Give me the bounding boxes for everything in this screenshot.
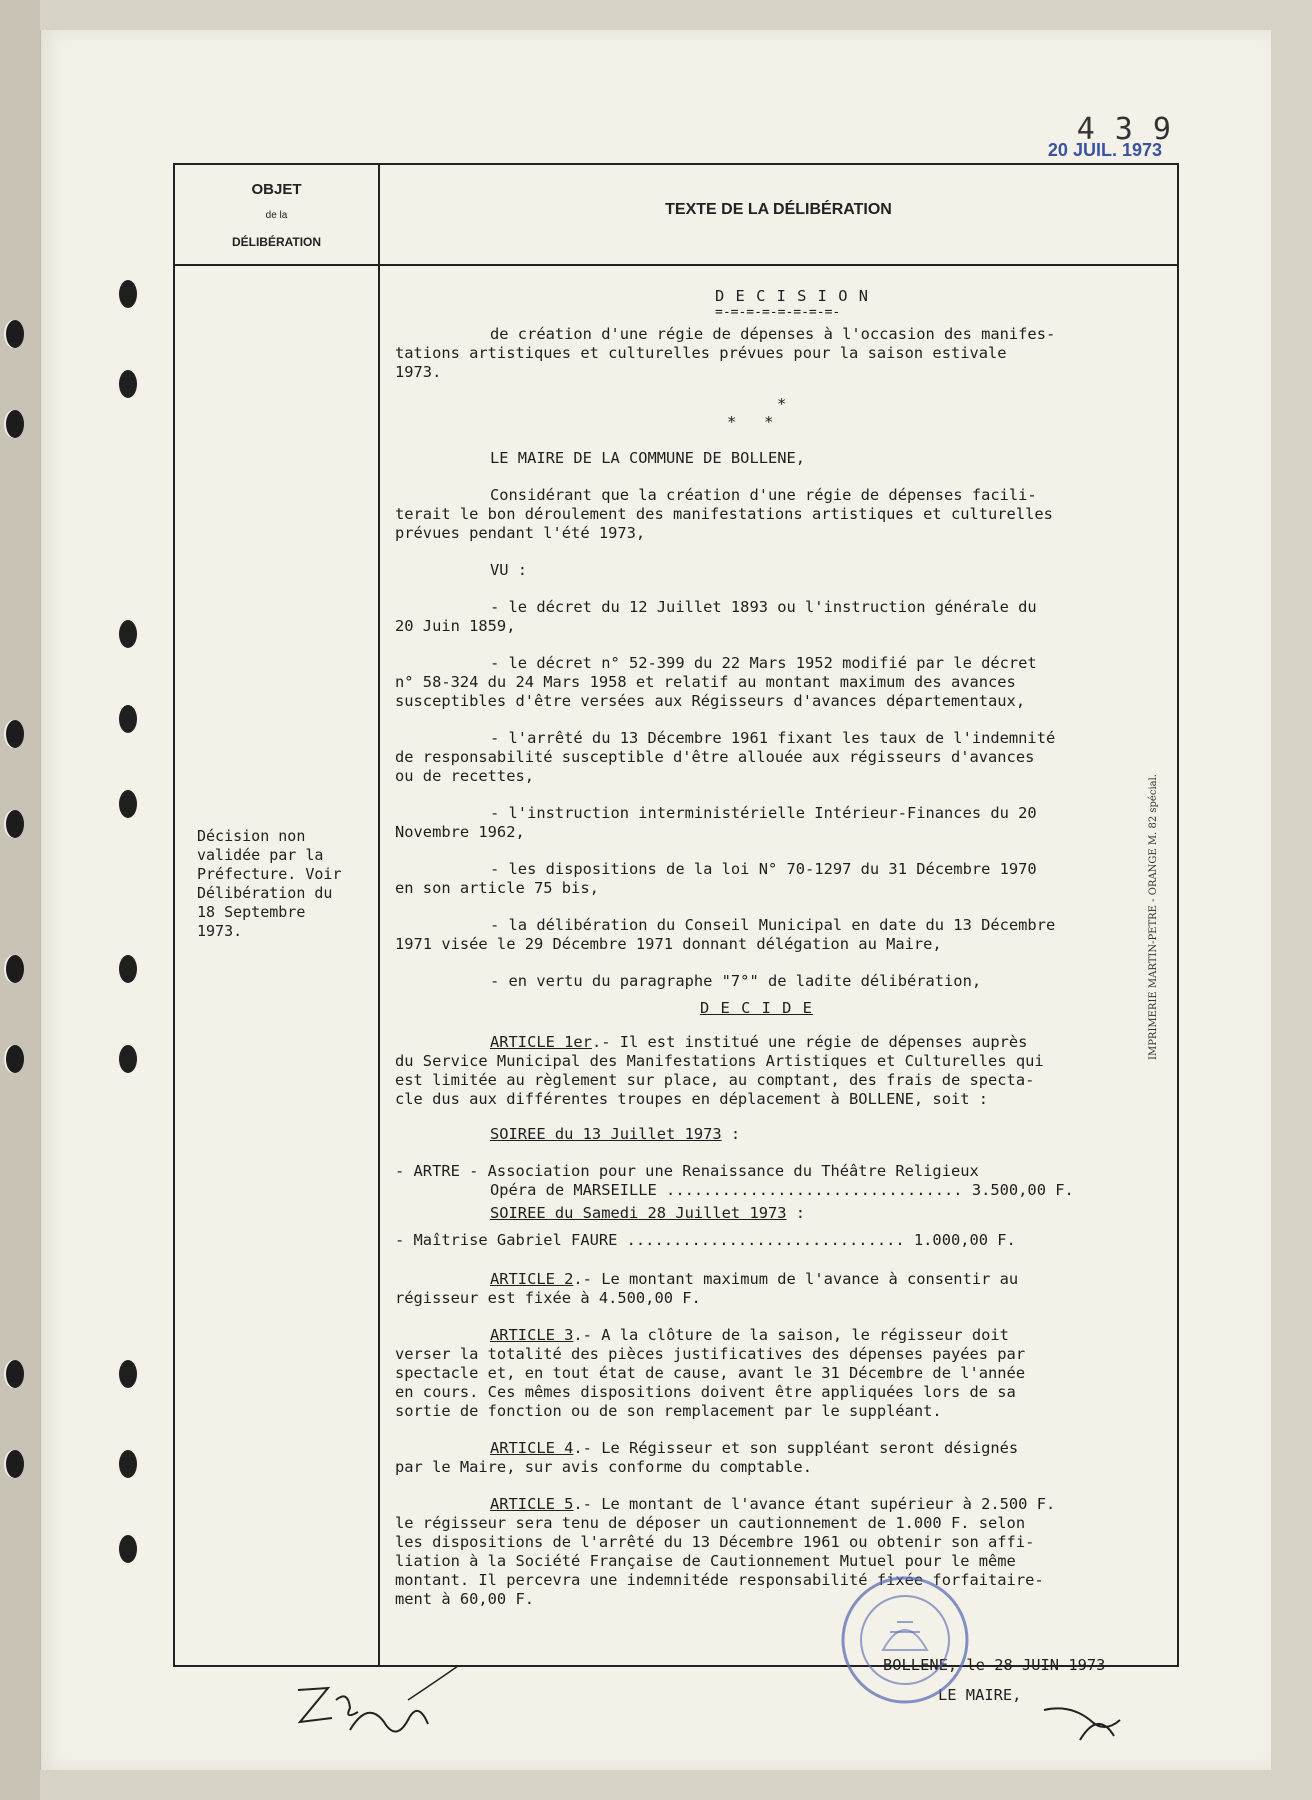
article5-first-line: [490, 1495, 1055, 1514]
vu-item-line: - le décret du 12 Juillet 1893 ou l'instruction générale du: [490, 598, 1037, 616]
punch-hole: [119, 280, 137, 308]
objet-column-header: [175, 165, 378, 264]
vu-item-line: de responsabilité susceptible d'être allouée aux régisseurs d'avances: [395, 748, 1035, 766]
place-and-date: BOLLENE, le 28 JUIN 1973: [883, 1656, 1106, 1674]
intro-line: tations artistiques et culturelles prévues pour la saison estivale: [395, 344, 1007, 362]
article5-line: montant. Il percevra une indemnitéde responsabilité fixée forfaitaire-: [395, 1571, 1044, 1589]
vu-item-line: - l'arrêté du 13 Décembre 1961 fixant les taux de l'indemnité: [490, 729, 1056, 747]
soiree1-label: SOIREE du 13 Juillet 1973: [490, 1125, 722, 1143]
punch-hole: [119, 955, 137, 983]
soiree1-line: - ARTRE - Association pour une Renaissance du Théâtre Religieux: [395, 1162, 979, 1180]
article3-line: en cours. Ces mêmes dispositions doivent être appliquées lors de sa: [395, 1383, 1016, 1401]
left-page-hole: [6, 410, 24, 438]
column-divider: [378, 165, 380, 1665]
vu-item-line: en son article 75 bis,: [395, 879, 599, 897]
asterism-top: *: [777, 395, 787, 413]
decide-heading: D E C I D E: [700, 999, 813, 1017]
vu-item-line: - les dispositions de la loi N° 70-1297 du 31 Décembre 1970: [490, 860, 1037, 878]
vu-item-line: Novembre 1962,: [395, 823, 525, 841]
considerant-line: prévues pendant l'été 1973,: [395, 524, 646, 542]
left-page-hole: [6, 320, 24, 348]
de-la-label: de la: [265, 210, 288, 221]
considerant-line: Considérant que la création d'une régie de dépenses facili-: [490, 486, 1037, 504]
page-number: 4 3 9: [1076, 112, 1172, 147]
vu-item-line: - la délibération du Conseil Municipal en date du 13 Décembre: [490, 916, 1056, 934]
binder-edge: [0, 0, 40, 1800]
vu-item-line: 20 Juin 1859,: [395, 617, 516, 635]
article1-label: ARTICLE 1er: [490, 1033, 592, 1051]
vu-item-line: - en vertu du paragraphe "7°" de ladite délibération,: [490, 972, 982, 990]
margin-note: Décision non validée par la Préfecture. Voir Délibération du 18 Septembre 1973.: [197, 827, 342, 940]
article5-line: ment à 60,00 F.: [395, 1590, 534, 1608]
article3-first-line: [490, 1326, 1009, 1345]
article5-text: .- Le montant de l'avance étant supérieur à 2.500 F.: [573, 1495, 1056, 1513]
article4-text: .- Le Régisseur et son suppléant seront désignés: [573, 1439, 1019, 1457]
vu-item-line: ou de recettes,: [395, 767, 534, 785]
received-date-stamp: 20 JUIL. 1973: [1047, 140, 1162, 160]
soiree2-colon: :: [786, 1204, 806, 1222]
soiree1-heading: [490, 1125, 740, 1144]
punch-hole: [119, 620, 137, 648]
punch-hole: [119, 1535, 137, 1563]
printer-mark: IMPRIMERIE MARTIN-PETRE - ORANGE M. 82 spécial.: [1148, 774, 1159, 1060]
article4-line: par le Maire, sur avis conforme du comptable.: [395, 1458, 812, 1476]
article5-line: le régisseur sera tenu de déposer un cautionnement de 1.000 F. selon: [395, 1514, 1026, 1532]
article4-first-line: [490, 1439, 1018, 1458]
punch-hole: [119, 370, 137, 398]
deliberation-frame: [173, 163, 1179, 1667]
soiree1-colon: :: [721, 1125, 741, 1143]
article1-line: du Service Municipal des Manifestations Artistiques et Culturelles qui: [395, 1052, 1044, 1070]
article2-label: ARTICLE 2: [490, 1270, 574, 1288]
mayor-line: LE MAIRE DE LA COMMUNE DE BOLLENE,: [490, 449, 806, 467]
left-page-hole: [6, 1450, 24, 1478]
article2-first-line: [490, 1270, 1018, 1289]
soiree2-heading: [490, 1204, 805, 1223]
article3-label: ARTICLE 3: [490, 1326, 574, 1344]
asterism-bottom: * *: [727, 413, 774, 431]
objet-label: OBJET: [251, 181, 302, 198]
article4-label: ARTICLE 4: [490, 1439, 574, 1457]
article1-first-line: [490, 1033, 1027, 1052]
left-page-hole: [6, 955, 24, 983]
article1-line: cle dus aux différentes troupes en déplacement à BOLLENE, soit :: [395, 1090, 989, 1108]
left-page-hole: [6, 1045, 24, 1073]
intro-line: 1973.: [395, 363, 442, 381]
decision-title: D E C I S I O N: [715, 287, 869, 305]
article3-text: .- A la clôture de la saison, le régisseur doit: [573, 1326, 1009, 1344]
header-divider: [175, 264, 1177, 266]
article5-line: liation à la Société Française de Cautionnement Mutuel pour le même: [395, 1552, 1016, 1570]
vu-item-line: - l'instruction interministérielle Intérieur-Finances du 20: [490, 804, 1037, 822]
article1-line: est limitée au règlement sur place, au comptant, des frais de specta-: [395, 1071, 1035, 1089]
handwritten-initials: [288, 1660, 488, 1780]
article2-text: .- Le montant maximum de l'avance à consentir au: [573, 1270, 1019, 1288]
article3-line: verser la totalité des pièces justificatives des dépenses payées par: [395, 1345, 1026, 1363]
soiree2-line: - Maîtrise Gabriel FAURE .............................. 1.000,00 F.: [395, 1231, 1016, 1249]
vu-item-line: n° 58-324 du 24 Mars 1958 et relatif au montant maximum des avances: [395, 673, 1016, 691]
punch-hole: [119, 705, 137, 733]
decision-title-rule: =-=-=-=-=-=-=-=-: [715, 305, 841, 320]
punch-hole: [119, 790, 137, 818]
punch-hole: [119, 1450, 137, 1478]
municipal-seal: [835, 1570, 975, 1710]
soiree1-line: Opéra de MARSEILLE ................................ 3.500,00 F.: [490, 1181, 1074, 1199]
left-page-hole: [6, 1360, 24, 1388]
vu-heading: VU :: [490, 561, 528, 579]
article2-line: régisseur est fixée à 4.500,00 F.: [395, 1289, 701, 1307]
article5-label: ARTICLE 5: [490, 1495, 574, 1513]
article3-line: sortie de fonction ou de son remplacement par le suppléant.: [395, 1402, 942, 1420]
mayor-signature: [1040, 1690, 1130, 1750]
considerant-line: terait le bon déroulement des manifestations artistiques et culturelles: [395, 505, 1053, 523]
vu-item-line: 1971 visée le 29 Décembre 1971 donnant délégation au Maire,: [395, 935, 942, 953]
left-page-hole: [6, 720, 24, 748]
article5-line: les dispositions de l'arrêté du 13 Décembre 1961 ou obtenir son affi-: [395, 1533, 1035, 1551]
vu-item-line: susceptibles d'être versées aux Régisseurs d'avances départementaux,: [395, 692, 1026, 710]
left-page-hole: [6, 810, 24, 838]
deliberation-label: DÉLIBÉRATION: [231, 235, 322, 249]
signatory-title: LE MAIRE,: [938, 1686, 1022, 1704]
article3-line: spectacle et, en tout état de cause, avant le 31 Décembre de l'année: [395, 1364, 1026, 1382]
article1-text: .- Il est institué une régie de dépenses auprès: [591, 1033, 1028, 1051]
vu-item-line: - le décret n° 52-399 du 22 Mars 1952 modifié par le décret: [490, 654, 1037, 672]
intro-line: de création d'une régie de dépenses à l'occasion des manifes-: [490, 325, 1056, 343]
punch-hole: [119, 1360, 137, 1388]
soiree2-label: SOIREE du Samedi 28 Juillet 1973: [490, 1204, 787, 1222]
text-column-header: TEXTE DE LA DÉLIBÉRATION: [665, 201, 892, 218]
punch-hole: [119, 1045, 137, 1073]
